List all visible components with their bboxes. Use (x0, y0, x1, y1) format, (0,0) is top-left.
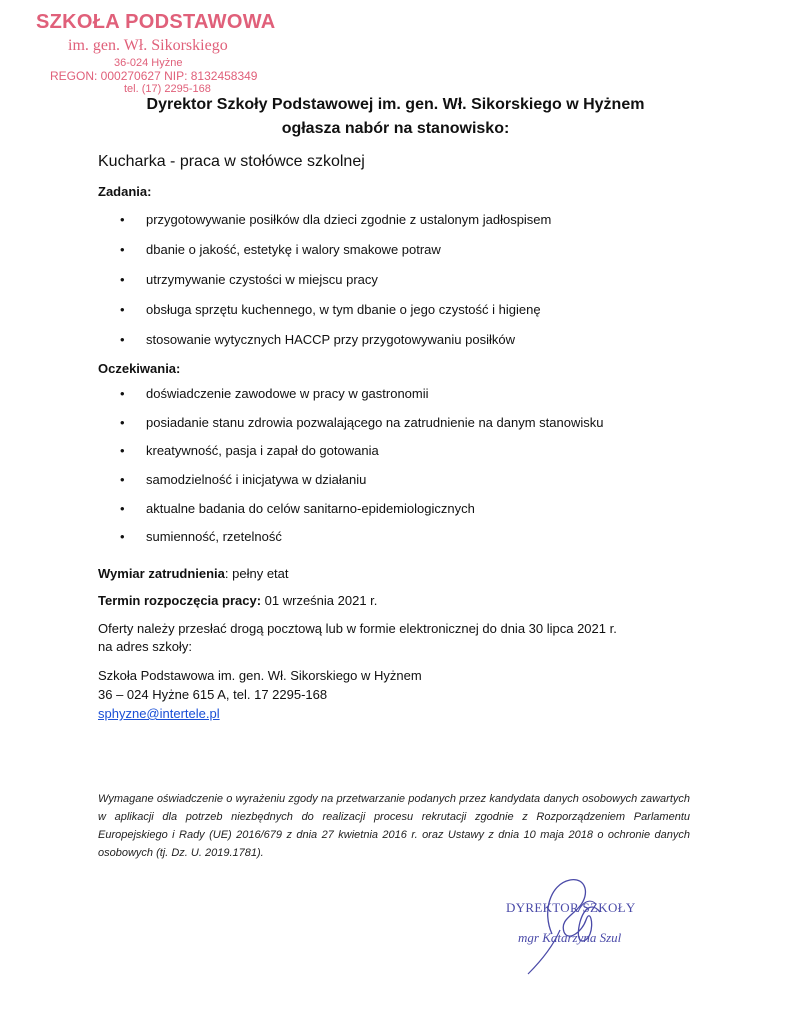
list-item-text: sumienność, rzetelność (146, 529, 282, 545)
tasks-heading: Zadania: (98, 184, 152, 199)
bullet-icon: • (120, 472, 125, 488)
employment-label: Wymiar zatrudnienia (98, 566, 225, 581)
address-line-2: 36 – 024 Hyżne 615 A, tel. 17 2295-168 (98, 687, 328, 702)
start-date-line (98, 592, 377, 610)
bullet-icon: • (120, 212, 125, 227)
start-date-label: Termin rozpoczęcia pracy: (98, 593, 262, 608)
list-item-text: stosowanie wytycznych HACCP przy przygotowywaniu posiłków (146, 332, 515, 347)
bullet-icon: • (120, 443, 125, 459)
bullet-icon: • (120, 500, 125, 516)
bullet-icon: • (120, 302, 125, 317)
list-item (0, 331, 791, 361)
address-line-1: Szkoła Podstawowa im. gen. Wł. Sikorskiego w Hyżnem (98, 668, 422, 683)
expectations-list (0, 385, 791, 557)
school-stamp (28, 8, 328, 95)
employment-value: : pełny etat (224, 566, 289, 581)
list-item-text: utrzymywanie czystości w miejscu pracy (146, 272, 378, 287)
list-item (0, 500, 791, 529)
announcement-heading: Dyrektor Szkoły Podstawowej im. gen. Wł. Sikorskiego w Hyżnem (146, 96, 645, 113)
director-signature (490, 872, 690, 982)
list-item (0, 385, 791, 414)
list-item-text: doświadczenie zawodowe w pracy w gastronomii (146, 386, 429, 401)
list-item (0, 241, 791, 271)
stamp-regon-nip: REGON: 000270627 NIP: 8132458349 (50, 69, 258, 83)
gdpr-notice: Wymagane oświadczenie o wyrażeniu zgody na przetwarzanie podanych przez kandydata danych osobowych zawartych w aplikacji dla potrzeb niezbędnych do realizacji procesu rekrutacji zgodnie z Rozporządzeniem Parlamentu Europejskiego i Rady (UE) 2016/679 z dnia 27 kwietnia 2016 r. oraz Ustawy z dnia 10 maja 2018 o ochronie danych osobowych (tj. Dz. U. 2019.1781). (98, 793, 690, 859)
signature-scribble-icon (490, 872, 690, 982)
list-item (0, 271, 791, 301)
stamp-school-name: SZKOŁA PODSTAWOWA (36, 11, 276, 33)
stamp-postal: 36-024 Hyżne (114, 57, 183, 69)
offers-line-1: Oferty należy przesłać drogą pocztową lub w formie elektronicznej do dnia 30 lipca 2021 r. (98, 621, 617, 636)
list-item (0, 301, 791, 331)
stamp-patron: im. gen. Wł. Sikorskiego (68, 37, 228, 54)
start-date-value: 01 września 2021 r. (261, 593, 378, 608)
list-item-text: dbanie o jakość, estetykę i walory smakowe potraw (146, 242, 441, 257)
bullet-icon: • (120, 332, 125, 347)
email-link[interactable]: sphyzne@intertele.pl (98, 706, 220, 721)
offers-line-2: na adres szkoły: (98, 639, 192, 654)
list-item-text: przygotowywanie posiłków dla dzieci zgodnie z ustalonym jadłospisem (146, 212, 552, 227)
list-item (0, 211, 791, 241)
bullet-icon: • (120, 386, 125, 401)
tasks-list (0, 211, 791, 361)
list-item (0, 442, 791, 471)
bullet-icon: • (120, 414, 125, 430)
bullet-icon: • (120, 242, 125, 257)
bullet-icon: • (120, 272, 125, 287)
email-line (98, 705, 220, 723)
list-item (0, 414, 791, 443)
expectations-heading: Oczekiwania: (98, 361, 181, 376)
job-title: Kucharka - praca w stołówce szkolnej (98, 153, 365, 170)
announcement-subheading: ogłasza nabór na stanowisko: (281, 120, 510, 137)
list-item-text: samodzielność i inicjatywa w działaniu (146, 472, 367, 488)
list-item-text: posiadanie stanu zdrowia pozwalającego na zatrudnienie na danym stanowisku (146, 414, 604, 430)
bullet-icon: • (120, 529, 125, 545)
list-item (0, 471, 791, 500)
list-item-text: kreatywność, pasja i zapał do gotowania (146, 443, 379, 459)
list-item-text: aktualne badania do celów sanitarno-epidemiologicznych (146, 500, 475, 516)
signature-name: mgr Katarzyna Szul (518, 930, 622, 945)
signature-role: DYREKTOR SZKOŁY (506, 900, 636, 915)
stamp-phone: tel. (17) 2295-168 (124, 83, 211, 95)
list-item-text: obsługa sprzętu kuchennego, w tym dbanie o jego czystość i higienę (146, 302, 541, 317)
list-item (0, 528, 791, 557)
employment-line (98, 565, 289, 583)
